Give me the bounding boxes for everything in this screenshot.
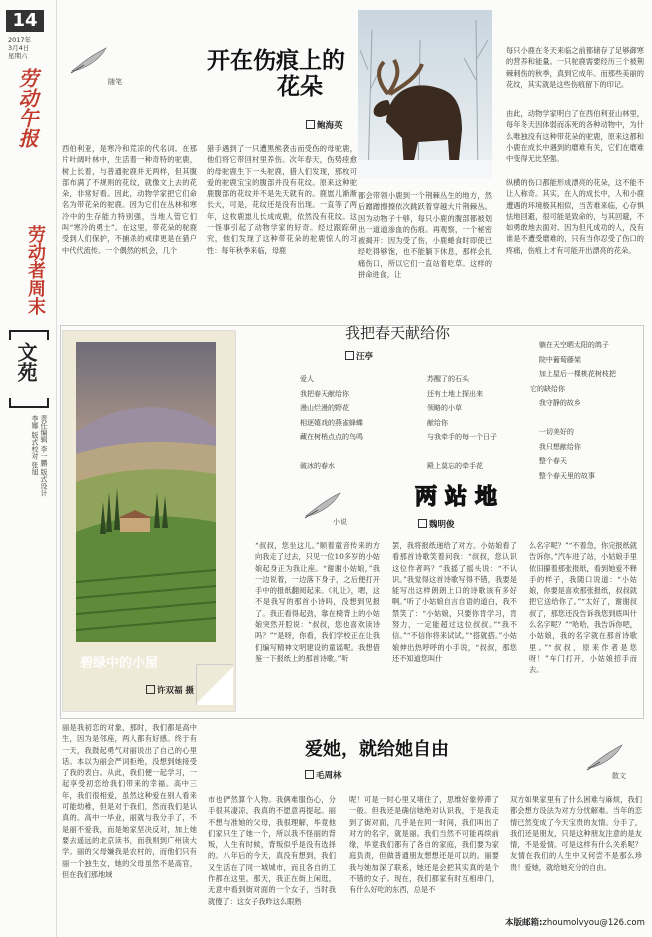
article2-author: 魏明俊 bbox=[418, 519, 455, 530]
article1-label: 随笔 bbox=[108, 78, 122, 86]
poem-col1: 爱人 我把春天献给你 漫山烂漫的野花 相逐嬉戏的燕雀蜂蝶 藏在树梢点点的鸟鸣 破冰的春水 bbox=[300, 375, 363, 470]
article1-col4b: 由此，动物学家明白了在西伯利亚山林里，每年冬天因体弱而冻死的各种动物中，为什么唯独没有这种带花朵的驼鹿，原来这都和小鹿在成长中遇到的磨难有关，它们在磨难中变得无比坚强。 bbox=[506, 109, 644, 164]
section-bracket-bottom bbox=[9, 398, 49, 408]
feather-pen-icon bbox=[584, 742, 626, 772]
feather-pen-icon bbox=[68, 45, 110, 75]
poem-title: 我把春天献给你 bbox=[345, 324, 451, 342]
editor-credits: 责任编辑 李一鹏 版式设计 李娜 版式校对 张旭 bbox=[31, 415, 48, 497]
column-name: 劳动者周末 bbox=[25, 225, 46, 315]
email-link[interactable]: zhoumolvyou@126.com bbox=[542, 918, 645, 928]
article1-author: 鲍海英 bbox=[306, 120, 343, 131]
article3-label: 散文 bbox=[612, 772, 626, 780]
article2-col3: 么名字呢？”“不着急，你完报纸就告诉你。”汽车进了站，小姑娘手里依旧攥着那张报纸，看到她爱不释手的样子，我随口说道：“小姑娘，你要是喜欢那张报纸，叔叔就把它送给你了。”“太好了，谢谢叔叔了，那您还没告诉我您到底叫什么名字呢？”“哈哈，我告诉你吧，小姑娘，我的名字就在那首诗歌里。”“叔叔，原来作者是您呀！”车门打开，小姑娘招手而去。 bbox=[529, 541, 637, 675]
article3-col1: 丽是我初恋的对象，那时，我们都是高中生，因为是邻座，两人都有好感。终于有一天，我鼓起勇气对丽说出了自己的心里话。本以为丽会严词拒绝，没想到她接受了我的表白。从此，我们便一起学习，一起享受初恋给我们带来的幸福。高中三年，我们很相爱，虽然这种爱在别人看来可能幼稚，但是对于我们，然而我们是认真的。高中一毕业，丽就与我分手了，不是丽不爱我，而是她家坚决反对，加上她要去遥远的北京读书，而我则到广州读大学。丽的父母嫌我是农村的，而他们只有丽一个独生女，她的父母虽然不是高官，但在我们那地域 bbox=[62, 723, 197, 879]
page-number: 14 bbox=[6, 10, 44, 32]
poem-author: 汪亭 bbox=[345, 351, 373, 362]
article2-col2: 罢，我将报纸递给了对方。小姑娘看了看那首诗歌笑着问我：“叔叔，您认识这位作者吗？”我摇了摇头说：“不认识。”我觉得这首诗歌写得不错，我要是能写出这样朗朗上口的诗歌该有多好啊。”听了小姑娘自言自语的道白，我不禁笑了：“小姑娘，只要你肯学习，肯努力，一定能超过这位叔叔。”“我不信。”“不信你将来试试。”“搭就搭。”小姑娘伸出热呼呼的小手说，“叔叔，那您还不知道您叫什 bbox=[392, 541, 517, 663]
article3-col4: 双方如果家里有了什么困难与麻烦，我们都会想方设法为对方分忧解难。当年的恋情已然变成了今天宝贵的友情。分手了，我们还是朋友，只是这种朋友注意的是友情，不是爱情。可是这样有什么关系呢？友情在我们的人生中又何尝不是那么珍贵！爱她，就给她充分的自由。 bbox=[510, 795, 642, 872]
article3-author: 毛周林 bbox=[305, 770, 342, 781]
issue-date: 2017年 3月4日 星期六 bbox=[8, 36, 32, 60]
poem-col3: 躺在天空晒太阳的鸽子 院中葡萄藤架 加上屋后一棵桃花树枝把 它的缺给你 我守静的故乡 一切美好的 我只想献给你 整个春天 整个春天里的故事 bbox=[530, 341, 616, 480]
photo-caption: 碧绿中的小屋 bbox=[80, 656, 159, 671]
article3-col3: 呢！可是一时心里又堵住了，思维好象停滞了一般。但我还是确信她绝对认识我，于是我走到了街对面，几乎是在同一时间，我们叫出了对方的名字，就是丽。我们当然不可能再续前缘，毕竟我们都有了各自的家庭，我们要为家庭负责，但做普通朋友想想还是可以的。丽要我与她加深了联系，她还是会把其实真的是个不错的女子。现在，我们都家有时互相串门，有什么好吃的东西，总是不 bbox=[349, 795, 499, 895]
footer-email: 本版邮箱:zhoumolvyou@126.com bbox=[505, 918, 645, 928]
article1-col4c: 纵横的伤口都能形成漂亮的花朵，这不能不让人称奇。其实，在人的成长中，人和小鹿遭遇的环境极其相似，当苦难来临，心存惧怯地回避，很可能是致命的，与其回避，不如勇敢地去面对。因为但凡成功的人，没有谁是不遭受磨难的，只有当你忍受了伤口的疼痛，伤痕上才有可能开出漂亮的花朵。 bbox=[506, 178, 644, 255]
article1-col4a: 每只小鹿在冬天来临之前都储存了足够御寒的营养和能量。一只驼鹿需要经历三个被荆棘刺伤的秋季，真到它成年。而那些美丽的花纹，其实就是这些伤痕留下的印记。 bbox=[506, 46, 644, 89]
article3-title: 爱她，就给她自由 bbox=[305, 739, 449, 760]
page-curl bbox=[196, 664, 233, 705]
landscape-photo bbox=[76, 342, 216, 642]
newspaper-logo: 劳动午报 bbox=[15, 68, 39, 148]
article3-col2: 市也俨然算个人物。我俩难服伤心，分手很其凄凉，我真的不愿意再提起。丽不想与准她的父母，我很理解，毕竟他们家只生了她一个，所以我不怪丽的背叛，人生有时候，背叛似乎是没有选择的。八年后的今天，真没有想到，我们又生活在了同一城城市，而且各自的工作都在这里。那天，我正在街上闲逛，无意中看到街对面的一个女子，当时我就傻了：这女子我昨这么眼熟 bbox=[208, 795, 336, 906]
article2-col1: “叔叔，您坐这儿。”顺着童音传来的方向我走了过去，只见一位10多岁的小姑娘起身正为我让座。“谢谢小姑娘，”我一边说着，一边落下身子，之后便打开手中的报纸翻阅起来。《礼让》，嗯，这不是我写的那首小诗吗，没想到见报了。我正看得起劲，靠在椅背上的小姑娘突然开腔说：“叔叔，您也喜欢读诗吗？”“是呀，你看，我们学校正在让我们编写精神文明建设的童谣呢。我想借鉴一下报纸上的那首诗歌。”听 bbox=[255, 541, 380, 663]
article2-label: 小说 bbox=[333, 518, 347, 526]
article1-col3: 都会带领小鹿到一个荆棘丛生的地方，然后蹭蹭擦擦依次跳跃着穿越大片荆棘丛。因为动物子十够，每只小鹿的腹部都被划出一道道渗血的伤痕。再观察，一个秘密被揭开：因为受了伤，小鹿蜷食时即使已经吃得够饱，也不能躺下休息，那样会扎痛伤口，所以它们一直站着吃草。这样的拼命进食，让 bbox=[358, 191, 492, 280]
feather-pen-icon bbox=[302, 490, 344, 520]
poem-col2: 苏醒了的石头 还有土地上探出来 领略的小草 献给你 与我牵手的每一个日子 殿上莫忘的牵手花 bbox=[427, 375, 497, 470]
article1-title: 开在伤痕上的 花朵 bbox=[207, 48, 345, 100]
section-name: 文苑 bbox=[14, 342, 38, 382]
article2-title: 两站地 bbox=[415, 485, 506, 510]
section-bracket-top bbox=[9, 330, 49, 340]
article1-col2: 猎手遇到了一只遭黑熊袭击而受伤的母驼鹿，他们将它带回村里养伤。次年春天，伤势痊愈的母驼鹿生下一头驼鹿，猎人们发现，那枚可爱的驼鹿宝宝的腹部并没有花纹。原来这种驼鹿腹部的花纹并不是先天就有的。鹿崽儿渐渐长大，可是，花纹还是没有出现。一直等了两年，这枚鹿崽儿长成成鹿，依然没有花纹。这一怪事引起了动物学家的好奇。经过跟踪研究，他们发现了这种带花朵的驼鹿惊人的习性：每年秋季来临，母鹿 bbox=[207, 144, 357, 255]
moose-photo bbox=[358, 10, 492, 178]
photo-credit: 许双福 摄 bbox=[146, 685, 194, 696]
article1-col1: 西伯利亚，是寒冷和荒凉的代名词。在那片叶阔叶林中，生活着一种奇特的驼鹿，树上长着，与普通驼鹿并无两样，但其腹部布满了不规则的花纹，就像文上去的花朵，非常好看。因此，动物学家把它们命名为带花朵的驼鹿。因为它们在丛林和寒冷中的生存能力特别强，当地人管它们叫“寒冷的勇士”。在这里，带花朵的驼鹿受到人们保护，不捕杀的戒律更是在猎户中代代流传。一个偶然的机会，几个 bbox=[62, 144, 197, 255]
